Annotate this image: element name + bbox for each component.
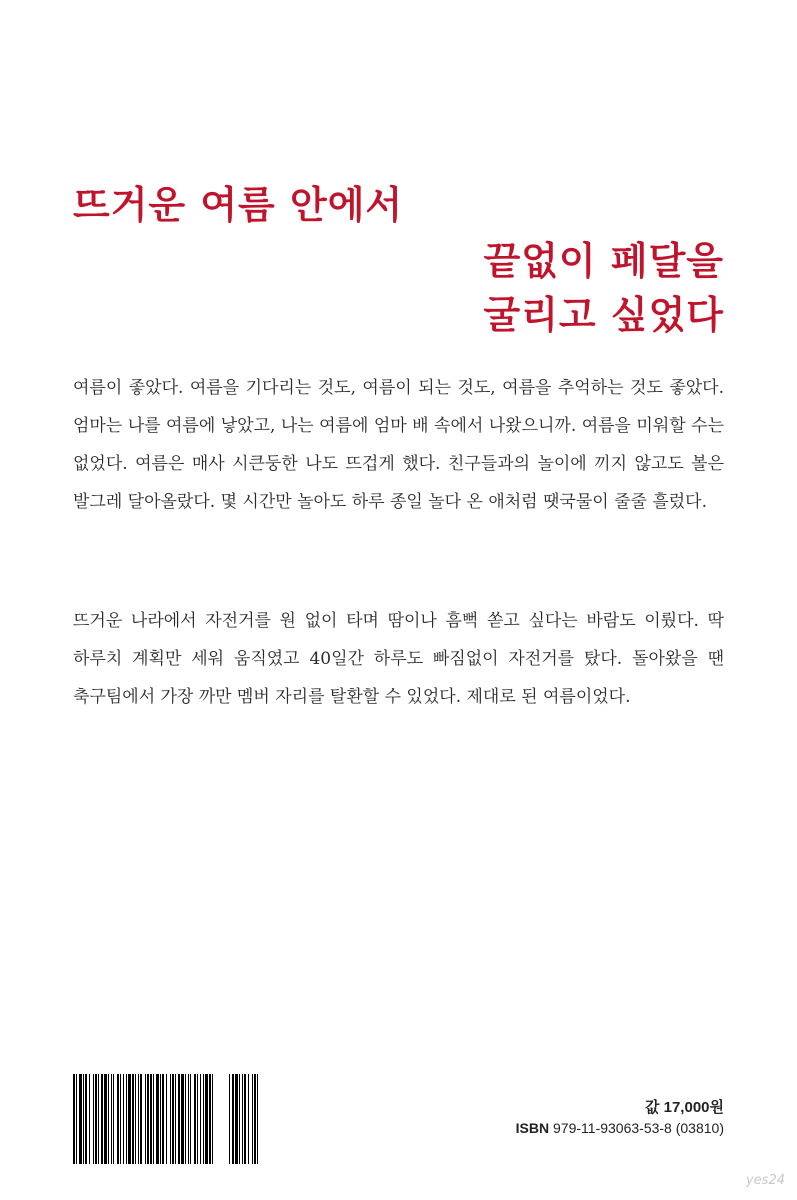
- barcode-bar: [239, 1074, 240, 1164]
- barcode-bar: [113, 1074, 114, 1164]
- barcode-bar: [138, 1074, 139, 1164]
- barcode-bar: [212, 1074, 213, 1164]
- barcode-bar: [200, 1074, 201, 1164]
- barcode-bar: [160, 1074, 161, 1164]
- barcode-image: [73, 1074, 259, 1164]
- yes24-watermark: yes24: [745, 1173, 785, 1188]
- barcode-bar: [104, 1074, 107, 1164]
- barcode-bar: [76, 1074, 77, 1164]
- barcode-bar: [111, 1074, 112, 1164]
- barcode-bar: [188, 1074, 189, 1164]
- barcode-bar: [181, 1074, 184, 1164]
- isbn-label: ISBN: [515, 1120, 550, 1136]
- barcode-bar: [95, 1074, 97, 1164]
- barcode-bar: [257, 1074, 258, 1164]
- barcode-bar: [145, 1074, 146, 1164]
- barcode-bar: [175, 1074, 176, 1164]
- barcode-bar: [132, 1074, 134, 1164]
- barcode-bar: [185, 1074, 186, 1164]
- barcode-bar: [98, 1074, 99, 1164]
- barcode-bar: [101, 1074, 103, 1164]
- barcode-bar: [135, 1074, 136, 1164]
- barcode-bar: [254, 1074, 256, 1164]
- headline-right-block: [484, 234, 724, 342]
- barcode-bar: [194, 1074, 196, 1164]
- barcode-bar: [162, 1074, 164, 1164]
- headline-line-3: 굴리고 싶었다: [483, 292, 724, 337]
- barcode-bar: [93, 1074, 94, 1164]
- barcode-bar: [140, 1074, 142, 1164]
- barcode-bar: [85, 1074, 87, 1164]
- barcode-bar: [178, 1074, 180, 1164]
- barcode-bar: [147, 1074, 149, 1164]
- barcode-bar: [190, 1074, 191, 1164]
- barcode-bar: [120, 1074, 121, 1164]
- barcode-bar: [229, 1074, 230, 1164]
- barcode-bar: [172, 1074, 174, 1164]
- barcode-bar: [123, 1074, 124, 1164]
- barcode-bar: [108, 1074, 109, 1164]
- barcode-bar: [235, 1074, 238, 1164]
- isbn-number: 979-11-93063-53-8 (03810): [553, 1120, 724, 1136]
- barcode-bar: [203, 1074, 204, 1164]
- barcode-bar: [197, 1074, 198, 1164]
- barcode-bar: [166, 1074, 167, 1164]
- barcode-bar: [150, 1074, 152, 1164]
- barcode-bar: [73, 1074, 75, 1164]
- barcode-bar: [153, 1074, 154, 1164]
- barcode-bar: [252, 1074, 253, 1164]
- body-paragraph-1: 여름이 좋았다. 여름을 기다리는 것도, 여름이 되는 것도, 여름을 추억하는 것도 좋았다. 엄마는 나를 여름에 낳았고, 나는 여름에 엄마 배 속에서 나왔으니까. 여름을 미워할 수는 없었다. 여름은 매사 시큰둥한 나도 뜨겁게 했다. 친구들과의 놀이에 끼지 않고도 볼은 발그레 달아올랐다. 몇 시간만 놀아도 하루 종일 놀다 온 애처럼 땟국물이 줄줄 흘렀다.: [73, 378, 724, 512]
- headline-line-1: 뜨거운 여름 안에서: [73, 182, 404, 227]
- barcode-bar: [244, 1074, 246, 1164]
- barcode-bar: [128, 1074, 131, 1164]
- barcode-bar: [205, 1074, 208, 1164]
- barcode-bar: [126, 1074, 127, 1164]
- body-paragraph-2: 뜨거운 나라에서 자전거를 원 없이 타며 땀이나 흠뻑 쏟고 싶다는 바람도 이뤘다. 딱 하루치 계획만 세워 움직였고 40일간 하루도 빠짐없이 자전거를 탔다. 돌아왔을 땐 축구팀에서 가장 까만 멤버 자리를 탈환할 수 있었다. 제대로 된 여름이었다.: [73, 611, 724, 707]
- barcode-bar: [248, 1074, 249, 1164]
- barcode-bar: [232, 1074, 234, 1164]
- barcode-bar: [83, 1074, 84, 1164]
- barcode-bar: [209, 1074, 211, 1164]
- barcode-bar: [242, 1074, 243, 1164]
- isbn-line: [516, 1120, 724, 1136]
- barcode-bar: [79, 1074, 82, 1164]
- barcode-bar: [89, 1074, 90, 1164]
- price-label: 값 17,000원: [644, 1099, 724, 1116]
- barcode-bar: [156, 1074, 159, 1164]
- barcode-bar: [117, 1074, 119, 1164]
- headline-line-2: 끝없이 페달을: [483, 238, 724, 283]
- barcode-bar: [170, 1074, 171, 1164]
